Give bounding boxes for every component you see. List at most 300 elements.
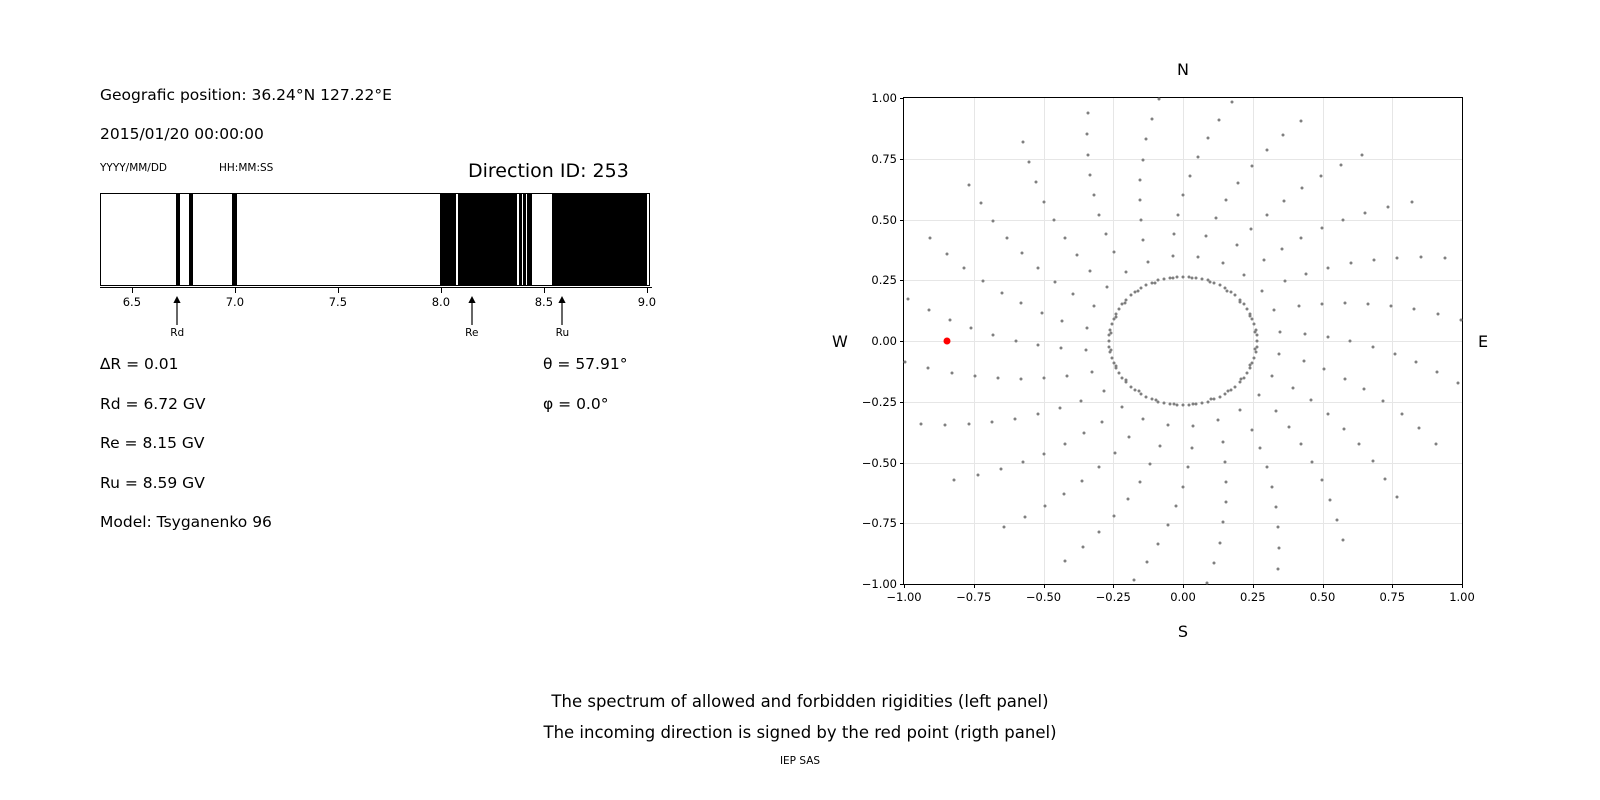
direction-point <box>1108 345 1111 348</box>
direction-point <box>1260 289 1263 292</box>
direction-point <box>1274 506 1277 509</box>
spectrum-axis-tick-label: 7.0 <box>225 295 245 309</box>
y-axis-tick-label: 0.00 <box>871 334 897 348</box>
direction-point <box>1201 277 1204 280</box>
direction-point <box>1157 97 1160 100</box>
direction-point <box>1242 303 1245 306</box>
direction-point <box>1150 398 1153 401</box>
spectrum-bar <box>100 193 652 288</box>
direction-point <box>967 422 970 425</box>
direction-point <box>1418 427 1421 430</box>
direction-point <box>1251 362 1254 365</box>
direction-point <box>1321 479 1324 482</box>
direction-point <box>1105 232 1108 235</box>
param-phi: φ = 0.0° <box>543 395 609 413</box>
direction-point <box>992 219 995 222</box>
direction-point <box>981 279 984 282</box>
direction-point <box>1326 412 1329 415</box>
polar-scatter-plot-area <box>861 91 1475 604</box>
direction-point <box>1139 287 1142 290</box>
direction-point <box>1090 370 1093 373</box>
direction-point <box>1298 305 1301 308</box>
direction-point <box>1413 308 1416 311</box>
x-axis-tick <box>904 584 905 588</box>
direction-point <box>1310 399 1313 402</box>
spectrum-marker-label: Re <box>465 327 479 339</box>
y-axis-tick <box>900 159 904 160</box>
direction-polar-panel <box>760 0 1600 800</box>
direction-point <box>968 183 971 186</box>
y-axis-tick-label: 0.50 <box>871 212 897 227</box>
direction-point <box>1207 279 1210 282</box>
direction-point <box>1112 514 1115 517</box>
direction-point <box>1194 276 1197 279</box>
direction-point <box>1171 255 1174 258</box>
direction-point <box>1456 382 1459 385</box>
direction-point <box>1387 205 1390 208</box>
direction-point <box>1271 374 1274 377</box>
x-axis-tick <box>1323 584 1324 588</box>
direction-point <box>1146 260 1149 263</box>
direction-point <box>1108 334 1111 337</box>
direction-point <box>1153 281 1156 284</box>
direction-point <box>1044 505 1047 508</box>
direction-point <box>1023 516 1026 519</box>
direction-point <box>1182 275 1185 278</box>
direction-point <box>1343 302 1346 305</box>
direction-point <box>1390 304 1393 307</box>
direction-point <box>1071 293 1074 296</box>
direction-point <box>1109 351 1112 354</box>
direction-point <box>1182 485 1185 488</box>
direction-point <box>1371 460 1374 463</box>
forbidden-band <box>527 194 531 285</box>
selected-direction-point <box>944 338 951 345</box>
x-axis-tick <box>1044 584 1045 588</box>
direction-point <box>1393 352 1396 355</box>
direction-point <box>1086 111 1089 114</box>
spectrum-axis-tick <box>235 288 236 293</box>
direction-point <box>1206 137 1209 140</box>
compass-east-label: E <box>1478 331 1489 351</box>
forbidden-band <box>552 194 647 285</box>
direction-point <box>1150 118 1153 121</box>
direction-point <box>927 367 930 370</box>
direction-point <box>1280 247 1283 250</box>
direction-point <box>1277 568 1280 571</box>
direction-point <box>1053 280 1056 283</box>
direction-point <box>950 371 953 374</box>
direction-point <box>1128 436 1131 439</box>
direction-point <box>1120 406 1123 409</box>
geographic-position-label: Geografic position: 36.24°N 127.22°E <box>100 86 392 104</box>
direction-point <box>1083 432 1086 435</box>
direction-point <box>1336 518 1339 521</box>
direction-point <box>1171 277 1174 280</box>
direction-point <box>1139 219 1142 222</box>
direction-point <box>1249 312 1252 315</box>
x-axis-tick <box>1183 584 1184 588</box>
direction-point <box>1106 286 1109 289</box>
direction-point <box>1205 235 1208 238</box>
direction-point <box>1020 377 1023 380</box>
param-delta-r: ∆R = 0.01 <box>100 355 179 373</box>
x-axis-tick-label: −1.00 <box>886 590 922 604</box>
direction-point <box>1292 386 1295 389</box>
direction-point <box>1126 498 1129 501</box>
direction-point <box>970 327 973 330</box>
direction-point <box>1254 351 1257 354</box>
direction-point <box>1255 334 1258 337</box>
direction-point <box>1097 530 1100 533</box>
direction-point <box>1169 403 1172 406</box>
forbidden-band <box>189 194 193 285</box>
direction-point <box>1142 417 1145 420</box>
direction-point <box>1043 376 1046 379</box>
direction-point <box>1061 319 1064 322</box>
direction-point <box>1273 309 1276 312</box>
direction-point <box>999 468 1002 471</box>
direction-point <box>1234 385 1237 388</box>
direction-point <box>1188 275 1191 278</box>
direction-point <box>1230 100 1233 103</box>
spectrum-axis-tick <box>441 288 442 293</box>
direction-point <box>1156 279 1159 282</box>
direction-point <box>1063 493 1066 496</box>
direction-point <box>1436 371 1439 374</box>
direction-point <box>1194 403 1197 406</box>
direction-point <box>1196 155 1199 158</box>
direction-point <box>1188 174 1191 177</box>
forbidden-band <box>440 194 456 285</box>
gridline-horizontal <box>904 463 1462 464</box>
direction-point <box>1444 256 1447 259</box>
direction-point <box>1169 276 1172 279</box>
direction-point <box>1146 561 1149 564</box>
direction-point <box>1188 404 1191 407</box>
caption-line-1: The spectrum of allowed and forbidden rigidities (left panel) <box>551 692 1049 711</box>
direction-point <box>1225 480 1228 483</box>
direction-point <box>1254 328 1257 331</box>
direction-point <box>1238 381 1241 384</box>
direction-point <box>1063 560 1066 563</box>
direction-point <box>1014 417 1017 420</box>
direction-point <box>1224 460 1227 463</box>
direction-point <box>1229 290 1232 293</box>
spectrum-axis-tick-label: 8.5 <box>534 295 554 309</box>
direction-point <box>1304 332 1307 335</box>
y-axis-tick-label: 1.00 <box>871 91 897 105</box>
direction-point <box>1258 447 1261 450</box>
direction-point <box>1213 561 1216 564</box>
direction-point <box>1063 443 1066 446</box>
direction-point <box>919 423 922 426</box>
rigidity-spectrum-panel <box>0 0 760 800</box>
direction-point <box>1265 466 1268 469</box>
direction-point <box>1175 275 1178 278</box>
forbidden-band <box>458 194 517 285</box>
direction-point <box>1271 485 1274 488</box>
direction-point <box>1114 312 1117 315</box>
direction-point <box>1117 307 1120 310</box>
y-axis-tick-label: −0.50 <box>861 455 897 470</box>
direction-point <box>1139 392 1142 395</box>
x-axis-tick <box>974 584 975 588</box>
direction-point <box>1326 267 1329 270</box>
direction-point <box>1372 259 1375 262</box>
direction-point <box>1110 356 1113 359</box>
direction-point <box>1250 428 1253 431</box>
direction-point <box>1059 347 1062 350</box>
direction-point <box>1201 402 1204 405</box>
direction-point <box>1021 252 1024 255</box>
spectrum-axis-tick-label: 8.0 <box>431 295 451 309</box>
direction-point <box>1141 158 1144 161</box>
x-axis-tick-label: −0.25 <box>1095 590 1131 604</box>
direction-point <box>1282 199 1285 202</box>
gridline-horizontal <box>904 341 1462 342</box>
direction-point <box>1124 271 1127 274</box>
direction-point <box>1278 547 1281 550</box>
up-arrow-icon <box>556 296 568 326</box>
direction-point <box>1396 257 1399 260</box>
direction-point <box>1145 395 1148 398</box>
direction-point <box>1341 539 1344 542</box>
direction-point <box>1229 389 1232 392</box>
direction-point <box>1112 317 1115 320</box>
y-axis-tick <box>900 98 904 99</box>
date-format-hint: YYYY/MM/DD <box>100 162 168 174</box>
direction-point <box>1098 466 1101 469</box>
direction-point <box>945 252 948 255</box>
direction-point <box>1101 420 1104 423</box>
direction-point <box>1108 340 1111 343</box>
direction-point <box>1192 424 1195 427</box>
direction-point <box>1459 318 1462 321</box>
direction-point <box>973 375 976 378</box>
direction-point <box>1283 280 1286 283</box>
direction-point <box>1103 390 1106 393</box>
direction-point <box>1190 446 1193 449</box>
spectrum-marker-ru <box>549 296 575 339</box>
direction-point <box>1150 281 1153 284</box>
direction-point <box>1249 367 1252 370</box>
direction-point <box>1197 255 1200 258</box>
direction-point <box>1213 398 1216 401</box>
y-axis-tick-label: −1.00 <box>861 577 897 591</box>
direction-point <box>1138 480 1141 483</box>
direction-point <box>1305 273 1308 276</box>
x-axis-tick-label: −0.75 <box>956 590 992 604</box>
direction-point <box>1134 389 1137 392</box>
direction-point <box>1224 287 1227 290</box>
direction-point <box>1156 400 1159 403</box>
direction-point <box>1288 426 1291 429</box>
direction-point <box>1250 228 1253 231</box>
direction-point <box>1326 335 1329 338</box>
y-axis-tick <box>900 584 904 585</box>
direction-point <box>1384 477 1387 480</box>
direction-point <box>1366 302 1369 305</box>
direction-point <box>1110 323 1113 326</box>
direction-point <box>1075 253 1078 256</box>
direction-point <box>953 479 956 482</box>
direction-point <box>1142 238 1145 241</box>
direction-point <box>1157 542 1160 545</box>
direction-point <box>1217 118 1220 121</box>
direction-point <box>1175 404 1178 407</box>
direction-point <box>991 420 994 423</box>
direction-point <box>1149 463 1152 466</box>
compass-south-label: S <box>1177 622 1189 641</box>
direction-point <box>1014 340 1017 343</box>
direction-point <box>1329 498 1332 501</box>
param-re: Re = 8.15 GV <box>100 434 205 452</box>
param-model: Model: Tsyganenko 96 <box>100 513 272 531</box>
direction-point <box>1173 233 1176 236</box>
direction-point <box>1037 344 1040 347</box>
direction-point <box>1021 461 1024 464</box>
spectrum-axis-tick-label: 7.5 <box>328 295 348 309</box>
direction-point <box>1081 545 1084 548</box>
direction-point <box>1139 178 1142 181</box>
direction-point <box>1246 372 1249 375</box>
direction-point <box>1237 181 1240 184</box>
direction-point <box>1175 505 1178 508</box>
direction-point <box>1027 161 1030 164</box>
direction-point <box>1243 273 1246 276</box>
direction-point <box>1302 360 1305 363</box>
y-axis-tick <box>900 280 904 281</box>
spectrum-marker-label: Rd <box>170 327 185 339</box>
direction-point <box>1436 312 1439 315</box>
direction-point <box>1218 395 1221 398</box>
direction-point <box>1167 524 1170 527</box>
y-axis-tick <box>900 523 904 524</box>
figure-caption <box>0 686 1600 748</box>
direction-point <box>1138 199 1141 202</box>
direction-point <box>1158 444 1161 447</box>
x-axis-tick <box>1253 584 1254 588</box>
direction-point <box>1113 251 1116 254</box>
direction-point <box>1207 400 1210 403</box>
direction-point <box>1300 236 1303 239</box>
direction-point <box>1218 284 1221 287</box>
spectrum-plot-area <box>100 193 650 286</box>
direction-point <box>1137 290 1140 293</box>
y-axis-tick <box>900 402 904 403</box>
direction-point <box>1081 480 1084 483</box>
forbidden-band <box>232 194 237 285</box>
direction-point <box>1251 165 1254 168</box>
direction-point <box>1221 262 1224 265</box>
direction-point <box>1279 331 1282 334</box>
direction-point <box>1242 376 1245 379</box>
compass-north-label: N <box>1177 60 1189 79</box>
direction-point <box>1265 213 1268 216</box>
direction-point <box>1134 290 1137 293</box>
direction-point <box>963 266 966 269</box>
direction-point <box>1364 211 1367 214</box>
gridline-horizontal <box>904 220 1462 221</box>
up-arrow-icon <box>171 296 183 326</box>
direction-point <box>1052 219 1055 222</box>
direction-point <box>1235 243 1238 246</box>
direction-point <box>1089 269 1092 272</box>
direction-point <box>1410 200 1413 203</box>
direction-point <box>1274 410 1277 413</box>
direction-point <box>1006 236 1009 239</box>
x-axis-tick <box>1113 584 1114 588</box>
param-rd: Rd = 6.72 GV <box>100 395 206 413</box>
direction-point <box>1300 186 1303 189</box>
direction-point <box>1251 317 1254 320</box>
direction-point <box>1415 361 1418 364</box>
forbidden-band <box>176 194 180 285</box>
direction-point <box>1222 521 1225 524</box>
direction-point <box>1224 392 1227 395</box>
direction-point <box>1340 163 1343 166</box>
direction-point <box>907 297 910 300</box>
direction-point <box>992 334 995 337</box>
x-axis-tick-label: 0.00 <box>1170 590 1196 604</box>
direction-point <box>1129 294 1132 297</box>
direction-point <box>943 423 946 426</box>
direction-point <box>929 237 932 240</box>
direction-point <box>1434 442 1437 445</box>
x-axis-tick-label: −0.50 <box>1025 590 1062 604</box>
direction-point <box>1112 362 1115 365</box>
direction-point <box>997 377 1000 380</box>
gridline-horizontal <box>904 523 1462 524</box>
direction-point <box>1092 194 1095 197</box>
param-ru: Ru = 8.59 GV <box>100 474 205 492</box>
direction-point <box>1085 132 1088 135</box>
direction-point <box>1277 526 1280 529</box>
spectrum-axis-tick <box>647 288 648 293</box>
direction-point <box>1124 301 1127 304</box>
direction-point <box>1224 501 1227 504</box>
direction-point <box>1255 340 1258 343</box>
y-axis-tick <box>900 341 904 342</box>
spectrum-axis-tick-label: 9.0 <box>637 295 657 309</box>
direction-point <box>1125 298 1128 301</box>
direction-point <box>1121 303 1124 306</box>
direction-point <box>1125 381 1128 384</box>
direction-point <box>1319 174 1322 177</box>
direction-point <box>1323 368 1326 371</box>
direction-point <box>1121 376 1124 379</box>
direction-point <box>1282 134 1285 137</box>
direction-point <box>1162 402 1165 405</box>
direction-point <box>1000 291 1003 294</box>
direction-point <box>1213 281 1216 284</box>
direction-point <box>1187 466 1190 469</box>
gridline-horizontal <box>904 280 1462 281</box>
direction-point <box>1253 323 1256 326</box>
direction-point <box>1037 412 1040 415</box>
time-format-hint: HH:MM:SS <box>219 162 274 174</box>
direction-point <box>1113 451 1116 454</box>
direction-point <box>1145 138 1148 141</box>
y-axis-tick-label: 0.75 <box>871 151 897 166</box>
direction-point <box>1166 424 1169 427</box>
direction-point <box>1058 406 1061 409</box>
direction-point <box>1363 388 1366 391</box>
direction-point <box>1342 218 1345 221</box>
direction-point <box>1092 305 1095 308</box>
direction-point <box>1300 119 1303 122</box>
